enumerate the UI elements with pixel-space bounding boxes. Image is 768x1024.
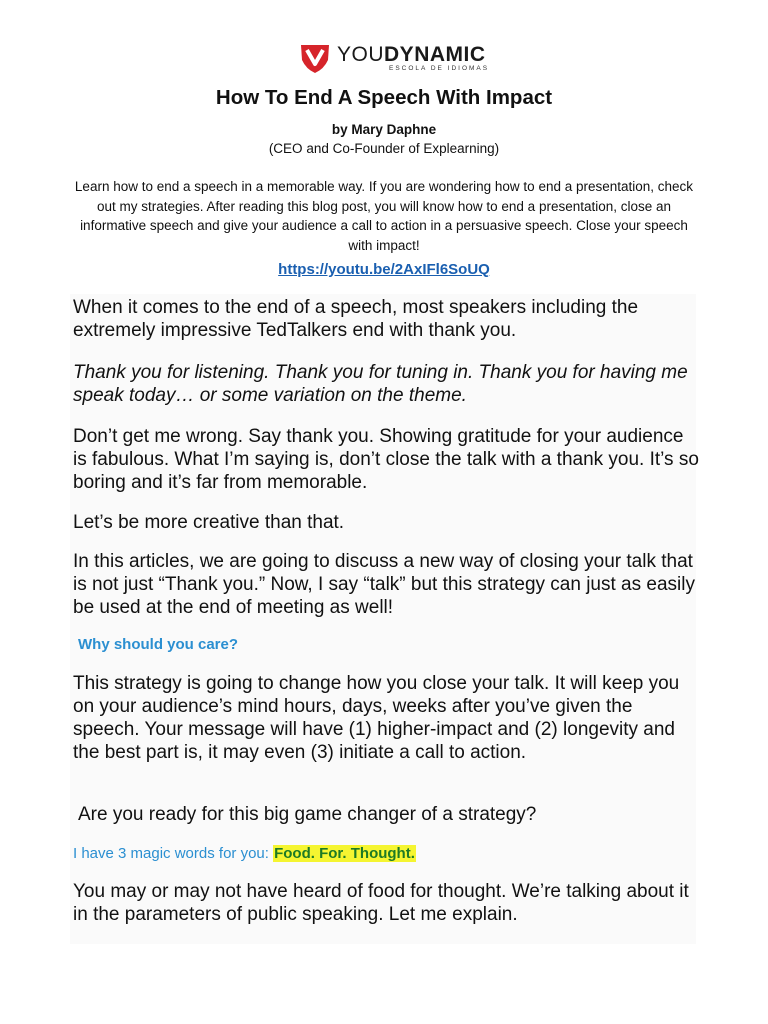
author-role: (CEO and Co-Founder of Explearning): [268, 141, 500, 156]
page-title: How To End A Speech With Impact: [215, 86, 553, 109]
youdynamic-logo-icon: [298, 40, 332, 74]
paragraph-be-creative: Let’s be more creative than that.: [73, 512, 345, 533]
logo-wordmark: YOUDYNAMIC: [337, 43, 486, 66]
logo-subtitle: ESCOLA DE IDIOMAS: [389, 65, 490, 72]
paragraph-say-thank-you: Don’t get me wrong. Say thank you. Showing gratitude for your audience is fabulous. What I’m saying is, don’t close the talk with a thank you. It’s so boring and it’s far from memorable.: [73, 426, 699, 493]
video-link[interactable]: https://youtu.be/2AxIFl6SoUQ: [278, 261, 490, 278]
magic-words-highlight: Food. For. Thought.: [274, 845, 415, 862]
paragraph-ready: Are you ready for this big game changer of a strategy?: [78, 804, 537, 825]
paragraph-opening: When it comes to the end of a speech, most speakers including the extremely impressive TedTalkers end with thank you.: [73, 297, 639, 341]
subheading-why-care: Why should you care?: [78, 636, 239, 653]
intro-paragraph: Learn how to end a speech in a memorable way. If you are wondering how to end a presentation, check out my strategies. After reading this blog post, you will know how to end a presentation, close an informative speech and give your audience a call to action in a persuasive speech. Close your speech with impact!: [74, 179, 694, 253]
brand-header: [0, 40, 768, 76]
magic-words-prefix: I have 3 magic words for you:: [73, 845, 274, 862]
paragraph-explain: You may or may not have heard of food for thought. We’re talking about it in the parameters of public speaking. Let me explain.: [73, 881, 689, 925]
paragraph-strategy: This strategy is going to change how you close your talk. It will keep you on your audience’s mind hours, days, weeks after you’ve given the speech. Your message will have (1) higher-impact and (2) longevity and the best part is, it may even (3) initiate a call to action.: [73, 673, 680, 763]
author-name: by Mary Daphne: [331, 122, 437, 137]
paragraph-new-way: In this articles, we are going to discuss a new way of closing your talk that is not just “Thank you.” Now, I say “talk” but this strategy can just as easily be used at the end of meeting as well!: [73, 551, 695, 618]
magic-words-line: [73, 845, 416, 862]
paragraph-thank-you-quote: Thank you for listening. Thank you for tuning in. Thank you for having me speak today… or some variation on the theme.: [73, 362, 688, 406]
